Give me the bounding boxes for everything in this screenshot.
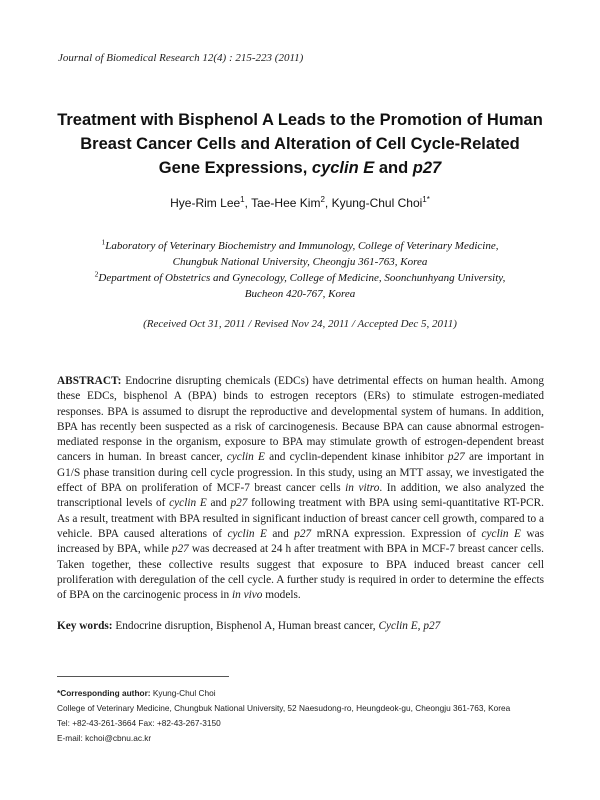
- corresponding-address: College of Veterinary Medicine, Chungbuk National University, 52 Naesudong-ro, Heungdeok-gu, Cheongju 361-763, Korea: [57, 703, 511, 713]
- corresponding-name: Kyung-Chul Choi: [150, 688, 216, 698]
- keywords-genes: Cyclin E, p27: [378, 620, 441, 632]
- abstract-text: following treatment with BPA using semi-quantitative RT-PCR. As a result, treatment with BPA resulted in significant induction of breast cancer cell growth, compared to a vehicle. BPA caused alterations of: [57, 497, 544, 540]
- affiliation-mark: 2: [94, 269, 99, 279]
- abstract-italic-term: p27: [294, 527, 312, 540]
- affiliation-2-line-1: [40, 270, 560, 286]
- corresponding-label: *Corresponding author:: [57, 688, 151, 698]
- abstract-label: ABSTRACT:: [57, 375, 122, 387]
- author-affiliation-mark: 1: [240, 195, 245, 204]
- abstract-text: . In addition, we also analyzed the transcriptional levels of: [57, 482, 545, 510]
- title-gene-p27: p27: [412, 159, 442, 177]
- author-separator: ,: [244, 196, 252, 210]
- abstract-text: mRNA expression. Expression of: [311, 527, 482, 540]
- abstract-italic-term: p27: [171, 543, 189, 556]
- affiliation-1-line-2: Chungbuk National University, Cheongju 361-763, Korea: [172, 256, 428, 268]
- title-line-3-text: Gene Expressions,: [158, 159, 312, 177]
- author-affiliation-mark: 2: [320, 195, 325, 204]
- affiliation-2-line-2: Bucheon 420-767, Korea: [244, 288, 356, 300]
- abstract-italic-term: p27: [230, 497, 248, 510]
- footnote-rule: [57, 676, 229, 677]
- corresponding-email: E-mail: kchoi@cbnu.ac.kr: [57, 733, 152, 743]
- correspondence-footnote: [57, 686, 557, 746]
- abstract-text: was decreased at 24 h after treatment with BPA in MCF-7 breast cancer cells. Taken together, these collective results suggest that exposure to BPA induced breast cancer cell proliferation with deregulation of the cell cycle. A further study is required in order to determine the effects of BPA on the carcinogenic process in: [57, 543, 544, 602]
- abstract-italic-term: cyclin E: [226, 451, 265, 464]
- author-separator: ,: [324, 196, 332, 210]
- title-gene-cyclin-e: cyclin E: [311, 159, 375, 177]
- author: [332, 196, 430, 210]
- keywords: [57, 620, 544, 632]
- abstract-text: and cyclin-dependent kinase inhibitor: [264, 451, 448, 464]
- title-line-3-conjunction: and: [374, 159, 413, 177]
- abstract-italic-term: p27: [447, 451, 465, 464]
- affiliation-text: Department of Obstetrics and Gynecology, College of Medicine, Soonchunhyang University,: [98, 272, 506, 284]
- author-affiliation-mark: 1*: [422, 195, 430, 204]
- abstract-text: and: [206, 497, 231, 510]
- author: [251, 196, 331, 210]
- abstract-italic-term: cyclin E: [169, 497, 207, 510]
- keywords-text: Endocrine disruption, Bisphenol A, Human breast cancer,: [112, 620, 379, 632]
- abstract-text: are important in G1/S phase transition during cell cycle progression. In this study, using an MTT assay, we investigated the effect of BPA on proliferation of MCF-7 breast cancer cells: [57, 451, 544, 495]
- journal-citation: Journal of Biomedical Research 12(4) : 215-223 (2011): [58, 52, 304, 64]
- affiliation-1-line-1: [40, 238, 560, 254]
- abstract-text: Endocrine disrupting chemicals (EDCs) have detrimental effects on human health. Among these EDCs, bisphenol A (BPA) binds to estrogen receptors (ERs) to stimulate estrogen-mediated responses. BPA is assumed to disrupt the reproductive and developmental system of humans. In addition, BPA has recently been suspected as a risk of carcinogenesis. Because BPA can cause abnormal estrogen-mediated response in the organism, exposure to BPA may stimulate growth of estrogen-dependent breast cancers in human. In breast cancer,: [57, 375, 544, 464]
- affiliation-text: Laboratory of Veterinary Biochemistry and Immunology, College of Veterinary Medicine,: [105, 240, 499, 252]
- abstract-italic-term: cyclin E: [481, 527, 521, 540]
- abstract: [57, 374, 544, 603]
- author: [170, 196, 251, 210]
- paper-title: [40, 108, 560, 180]
- author-list: [40, 196, 560, 210]
- abstract-italic-term: in vitro: [345, 482, 380, 495]
- received-dates: (Received Oct 31, 2011 / Revised Nov 24, 2011 / Accepted Dec 5, 2011): [143, 318, 457, 330]
- author-name: Kyung-Chul Choi: [331, 196, 423, 210]
- title-line-2: Breast Cancer Cells and Alteration of Cell Cycle-Related: [80, 135, 520, 153]
- abstract-text: and: [266, 527, 295, 540]
- title-line-1: Treatment with Bisphenol A Leads to the Promotion of Human: [57, 111, 543, 129]
- author-name: Tae-Hee Kim: [251, 196, 321, 210]
- title-line-3: [40, 156, 560, 180]
- keywords-label: Key words:: [57, 620, 113, 632]
- abstract-text: was increased by BPA, while: [57, 527, 545, 556]
- abstract-italic-term: cyclin E: [227, 527, 267, 540]
- abstract-text: models.: [262, 589, 301, 602]
- affiliations: [40, 238, 560, 302]
- author-name: Hye-Rim Lee: [170, 196, 241, 210]
- abstract-italic-term: in vivo: [231, 589, 263, 602]
- corresponding-author: [57, 686, 557, 701]
- affiliation-mark: 1: [101, 237, 106, 247]
- corresponding-phone-fax: Tel: +82-43-261-3664 Fax: +82-43-267-3150: [57, 718, 221, 728]
